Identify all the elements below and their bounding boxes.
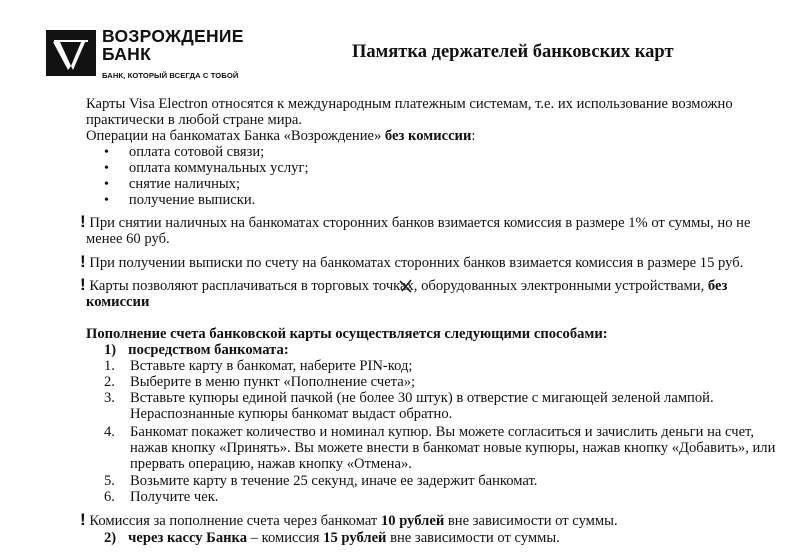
step-1-text: Вставьте карту в банкомат, наберите PIN-код; xyxy=(130,358,413,374)
logo-name: ВОЗРОЖДЕНИЕ БАНК xyxy=(102,26,244,64)
list-item: • получение выписки. xyxy=(104,192,256,208)
exclamation-icon: ! xyxy=(80,510,86,529)
step-1: 1. xyxy=(104,358,115,374)
note-withdrawal-fee-line-2: менее 60 руб. xyxy=(86,231,170,247)
step-6: 6. xyxy=(104,489,115,505)
note-payments-line-2: комиссии xyxy=(86,294,150,310)
note-payments: ! Карты позволяют расплачиваться в торговых точках, оборудованных электронными устройствами, без xyxy=(80,275,728,294)
step-6-text: Получите чек. xyxy=(130,489,219,505)
intro-line-1: Карты Visa Electron относятся к международным платежным системам, т.е. их использование возможно xyxy=(86,96,733,112)
list-item: • оплата коммунальных услуг; xyxy=(104,160,309,176)
page-title: Памятка держателей банковских карт xyxy=(352,42,674,62)
method-1: 1) посредством банкомата: xyxy=(104,342,289,358)
operations-line: Операции на банкоматах Банка «Возрождение» без комиссии: xyxy=(86,128,476,144)
step-5: 5. xyxy=(104,473,115,489)
exclamation-icon: ! xyxy=(80,252,86,271)
logo-tagline: БАНК, КОТОРЫЙ ВСЕГДА С ТОБОЙ xyxy=(102,71,239,80)
note-statement-fee: ! При получении выписки по счету на банкоматах сторонних банков взимается комиссия в размере 15 руб. xyxy=(80,252,744,271)
note-atm-deposit-fee: ! Комиссия за пополнение счета через банкомат 10 рублей вне зависимости от суммы. xyxy=(80,510,618,529)
step-3-text: Вставьте купюры единой пачкой (не более 30 штук) в отверстие с мигающей зеленой лампой. xyxy=(130,390,714,406)
step-3-text-2: Нераспознанные купюры банкомат выдаст обратно. xyxy=(130,406,453,422)
exclamation-icon: ! xyxy=(80,212,86,231)
step-3: 3. xyxy=(104,390,115,406)
note-withdrawal-fee: ! При снятии наличных на банкоматах сторонних банков взимается комиссия в размере 1% от суммы, но не xyxy=(80,212,751,231)
intro-line-2: практически в любой стране мира. xyxy=(86,112,302,128)
step-5-text: Возьмите карту в течение 25 секунд, иначе ее задержит банкомат. xyxy=(130,473,538,489)
step-2-text: Выберите в меню пункт «Пополнение счета»; xyxy=(130,374,416,390)
exclamation-icon: ! xyxy=(80,275,86,294)
pen-mark-icon xyxy=(398,278,414,299)
step-4-text: Банкомат покажет количество и номинал купюр. Вы можете согласиться и зачислить деньги на счет, xyxy=(130,424,754,440)
step-2: 2. xyxy=(104,374,115,390)
method-2: 2) через кассу Банка – комиссия 15 рублей вне зависимости от суммы. xyxy=(104,530,560,546)
replenish-heading: Пополнение счета банковской карты осуществляется следующими способами: xyxy=(86,326,608,342)
list-item: • оплата сотовой связи; xyxy=(104,144,265,160)
step-4-text-3: прервать операцию, нажав кнопку «Отмена». xyxy=(130,456,412,472)
bank-logo-icon xyxy=(46,30,96,76)
step-4: 4. xyxy=(104,424,115,440)
step-4-text-2: нажав кнопку «Принять». Вы можете внести в банкомат новые купюры, нажав кнопку «Добавить», или xyxy=(130,440,776,456)
list-item: • снятие наличных; xyxy=(104,176,241,192)
